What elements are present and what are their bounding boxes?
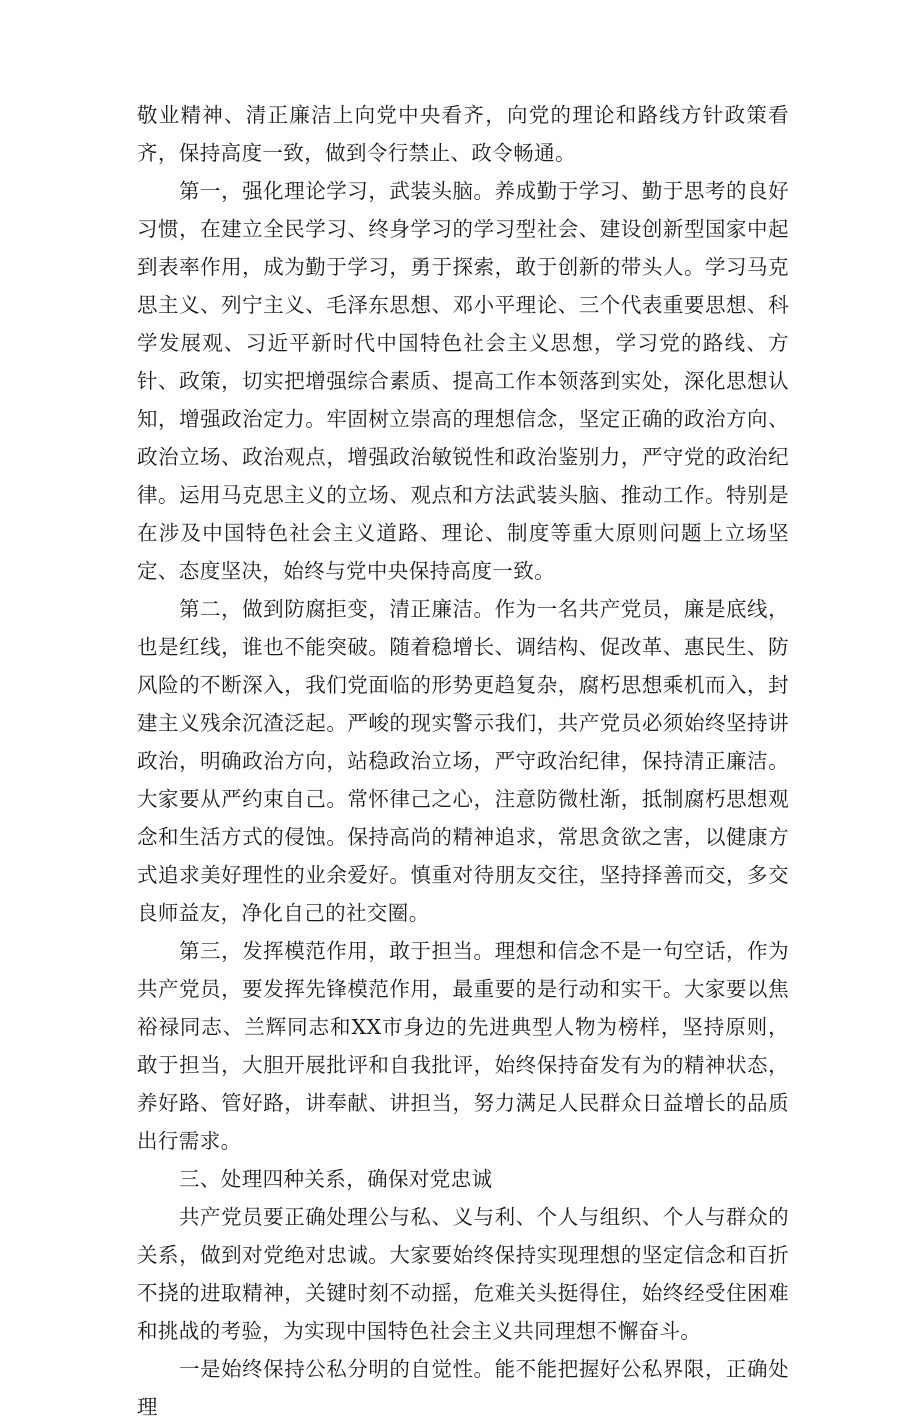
paragraph-continuation: 敬业精神、清正廉洁上向党中央看齐，向党的理论和路线方针政策看齐，保持高度一致，做到令行禁止、政令畅通。 xyxy=(137,103,789,165)
paragraph-point-one-start: 一是始终保持公私分明的自觉性。能不能把握好公私界限，正确处理 xyxy=(137,1357,789,1419)
paragraph-second-point: 第二，做到防腐拒变，清正廉洁。作为一名共产党员，廉是底线，也是红线，谁也不能突破。随着稳增长、调结构、促改革、惠民生、防风险的不断深入，我们党面临的形势更趋复杂，腐朽思想乘机而入，封建主义残余沉渣泛起。严峻的现实警示我们，共产党员必须始终坚持讲政治，明确政治方向，站稳政治立场，严守政治纪律，保持清正廉洁。大家要从严约束自己。常怀律己之心，注意防微杜渐，抵制腐朽思想观念和生活方式的侵蚀。保持高尚的精神追求，常思贪欲之害，以健康方式追求美好理性的业余爱好。慎重对待朋友交往，坚持择善而交，多交良师益友，净化自己的社交圈。 xyxy=(137,597,789,925)
section-heading: 三、处理四种关系，确保对党忠诚 xyxy=(179,1167,493,1191)
paragraph-section-three-intro: 共产党员要正确处理公与私、义与利、个人与组织、个人与群众的关系，做到对党绝对忠诚。大家要始终保持实现理想的坚定信念和百折不挠的进取精神，关键时刻不动摇，危难关头挺得住，始终经受住困难和挑战的考验，为实现中国特色社会主义共同理想不懈奋斗。 xyxy=(137,1205,789,1343)
paragraph-third-point: 第三，发挥模范作用，敢于担当。理想和信念不是一句空话，作为共产党员，要发挥先锋模范作用，最重要的是行动和实干。大家要以焦裕禄同志、兰辉同志和XX市身边的先进典型人物为榜样，坚持原则，敢于担当，大胆开展批评和自我批评，始终保持奋发有为的精神状态，养好路、管好路，讲奉献、讲担当，努力满足人民群众日益增长的品质出行需求。 xyxy=(137,939,789,1153)
paragraph-first-point: 第一，强化理论学习，武装头脑。养成勤于学习、勤于思考的良好习惯，在建立全民学习、终身学习的学习型社会、建设创新型国家中起到表率作用，成为勤于学习，勇于探索，敢于创新的带头人。学习马克思主义、列宁主义、毛泽东思想、邓小平理论、三个代表重要思想、科学发展观、习近平新时代中国特色社会主义思想，学习党的路线、方针、政策，切实把增强综合素质、提高工作本领落到实处，深化思想认知，增强政治定力。牢固树立崇高的理想信念，坚定正确的政治方向、政治立场、政治观点，增强政治敏锐性和政治鉴别力，严守党的政治纪律。运用马克思主义的立场、观点和方法武装头脑、推动工作。特别是在涉及中国特色社会主义道路、理论、制度等重大原则问题上立场坚定、态度坚决，始终与党中央保持高度一致。 xyxy=(137,179,789,583)
document-body xyxy=(137,96,789,1426)
